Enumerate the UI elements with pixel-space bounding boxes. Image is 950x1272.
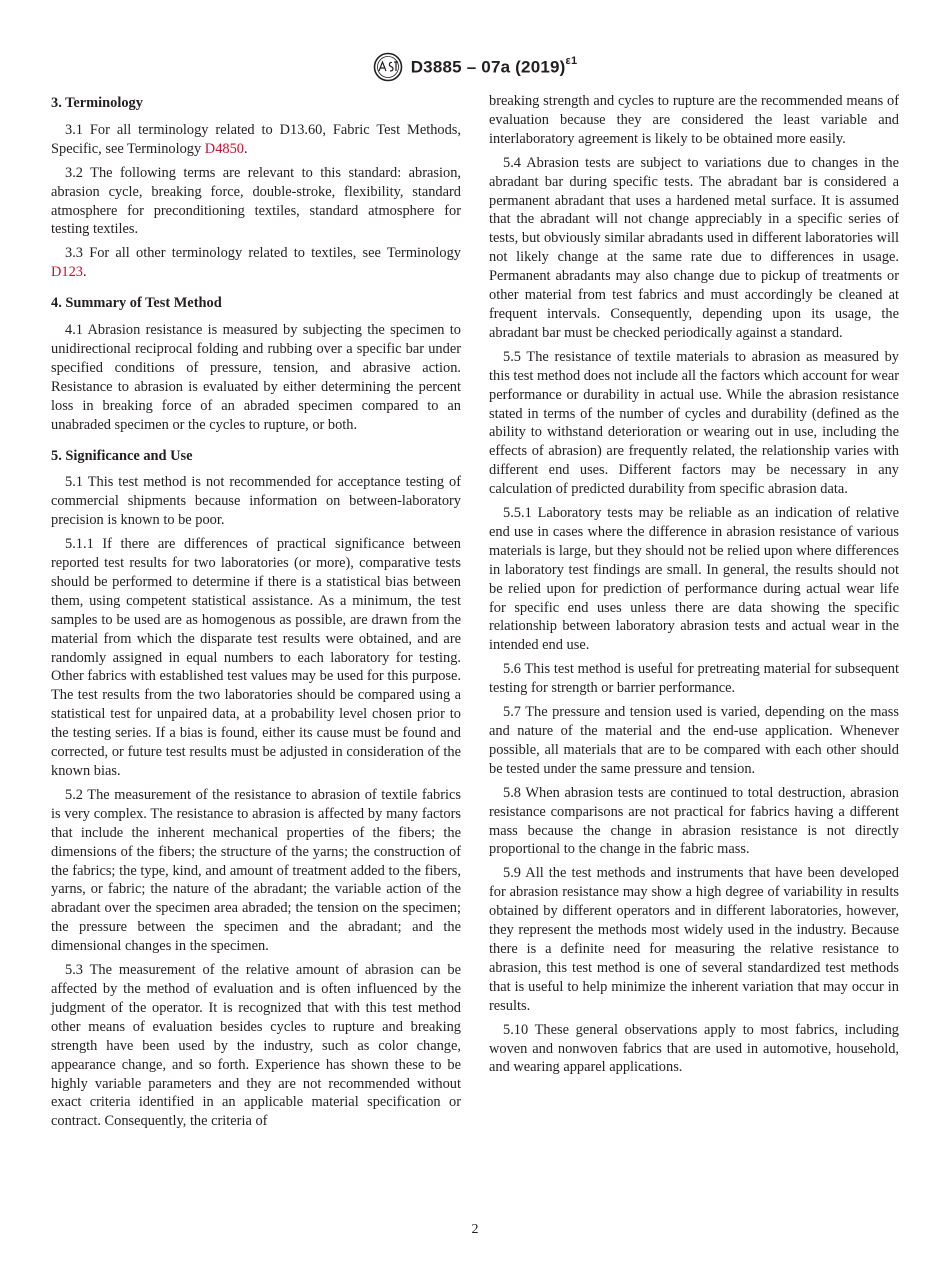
section-3-heading: 3. Terminology: [51, 95, 143, 111]
paragraph-3-3: 3.3 For all other terminology related to textiles, see Terminology D123.: [51, 245, 461, 281]
left-column: [51, 92, 461, 1136]
paragraph-5-5-1: 5.5.1 Laboratory tests may be reliable as an indication of relative end use in cases where the difference in abrasion resistance of various materials is large, but they should not be relied upon where differences in laboratory test findings are small. In general, the results should not be relied upon for prediction of performance during actual wear life for specific end uses unless there are data showing the specific relationship between laboratory abrasion tests and actual wear in the intended end use.: [489, 505, 899, 654]
section-4-heading: 4. Summary of Test Method: [51, 295, 222, 312]
paragraph-3-2: 3.2 The following terms are relevant to this standard: abrasion, abrasion cycle, breaking force, double-stroke, flexibility, standard atmosphere for preconditioning textiles, standard atmosphere for testing textiles.: [51, 164, 461, 238]
paragraph-5-1: 5.1 This test method is not recommended for acceptance testing of commercial shipments because information on between-laboratory precision is known to be poor.: [51, 474, 461, 529]
paragraph-5-5: 5.5 The resistance of textile materials to abrasion as measured by this test method does not include all the factors which account for wear performance or durability in actual use. While the abrasion resistance stated in terms of the number of cycles and durability (defined as the ability to withstand deterioration or wearing out in use, including the effects of abrasion) are frequently related, the relationship varies with different end uses. Different factors may be necessary in any calculation of predicted durability from specific abrasion data.: [489, 348, 900, 498]
right-column: [489, 92, 899, 1082]
epsilon-superscript: ε1: [565, 54, 578, 67]
section-5-heading: 5. Significance and Use: [51, 447, 193, 464]
paragraph-4-1: 4.1 Abrasion resistance is measured by subjecting the specimen to unidirectional reciprocal folding and rubbing over a specific bar under specified conditions of pressure, tension, and abrasive action. Resistance to abrasion is evaluated by either determining the percent loss in breaking force of an abraded specimen compared to an unabraded specimen or the cycles to rupture, or both.: [51, 322, 461, 433]
document-designation: D3885 – 07a $(2019)^{\varepsilon 1}$: [410, 54, 578, 77]
paragraph-5-8: 5.8 When abrasion tests are continued to total destruction, abrasion resistance comparisons are not practical for fabrics having a different mass because the change in abrasion resistance is not directly proportional to the change in the fabric mass.: [489, 784, 899, 858]
paragraph-5-1-1: 5.1.1 If there are differences of practical significance between reported test results for two laboratories (or more), comparative tests should be performed to determine if there is a statistical bias between them, using competent statistical assistance. As a minimum, the test samples to be used are as homogenous as possible, are drawn from the material from which the disparate test results were obtained, and are randomly assigned in equal numbers to each laboratory for testing. Other fabrics with established test values may be used for this purpose. The test results from the two laboratories should be compared using a statistical test for unpaired data, at a probability level chosen prior to the testing series. If a bias is found, either its cause must be found and corrected, or future test results must be adjusted in consideration of the known bias.: [51, 536, 461, 779]
page-number: 2: [471, 1222, 479, 1237]
paragraph-5-9: 5.9 All the test methods and instruments that have been developed for abrasion resistance may show a high degree of variability in results obtained by different operators and in different laboratories, however, they represent the methods most widely used in the industry. Because there is a definite need for measuring the relative resistance to abrasion, this test method is one of several standardized test methods that is useful to help minimize the inherent variation that may occur in results.: [489, 865, 899, 1014]
paragraph-5-6: 5.6 This test method is useful for pretreating material for subsequent testing for strength or barrier performance.: [489, 661, 899, 697]
paragraph-5-10: 5.10 These general observations apply to most fabrics, including woven and nonwoven fabrics that are used in automotive, household, and wearing apparel applications.: [489, 1021, 899, 1076]
paragraph-5-7: 5.7 The pressure and tension used is varied, depending on the mass and nature of the material and the end-use application. Whenever possible, all materials that are to be compared with each other should be tested under the same pressure and tension.: [489, 704, 899, 777]
astm-logo-icon: [373, 52, 403, 82]
page-header: [0, 52, 950, 82]
paragraph-5-4: 5.4 Abrasion tests are subject to variations due to changes in the abradant bar during specific tests. The abradant bar is considered a permanent abradant that uses a hardened metal surface. It is assumed that the abradant will not change appreciably in a specific series of tests, but obviously similar abradants used in different laboratories will not likely change at the same rate due to differences in usage. Permanent abradants may also change due to pickup of treatments or other material from test fabrics and must accordingly be cleaned at frequent intervals. Consequently, depending upon its usage, the abradant bar must be checked periodically against a standard.: [489, 154, 899, 341]
paragraph-5-2: 5.2 The measurement of the resistance to abrasion of textile fabrics is very complex. The resistance to abrasion is affected by many factors that include the inherent mechanical properties of the fibers; the dimensions of the fibers; the structure of the yarns; the construction of the fabrics; the type, kind, and amount of treatment added to the fibers, yarns, or fabric; the nature of the abradant; the variable action of the abradant over the specimen area abraded; the tension on the specimen; the pressure between the specimen and the abradant; and the dimensional changes in the specimen.: [51, 786, 461, 955]
paragraph-3-1: 3.1 For all terminology related to D13.60, Fabric Test Methods, Specific, see Terminology D4850.: [51, 121, 461, 157]
paragraph-5-3-continued: breaking strength and cycles to rupture are the recommended means of evaluation because they are considered the least variable and interlaboratory agreement is likely to be obtained more easily.: [489, 93, 899, 147]
ref-link-d4850[interactable]: D4850: [204, 140, 244, 157]
paragraph-5-3: 5.3 The measurement of the relative amount of abrasion can be affected by the method of evaluation and is often influenced by the judgment of the operator. It is recognized that with this test method other means of evaluation besides cycles to rupture and breaking strength have been used by the industry, such as color change, appearance change, and so forth. Experience has shown these to be highly variable parameters and they are not recommended without exact criteria identified in an applicable material specification or contract. Consequently, the criteria of: [51, 962, 461, 1130]
ref-link-d123[interactable]: D123: [51, 264, 83, 281]
